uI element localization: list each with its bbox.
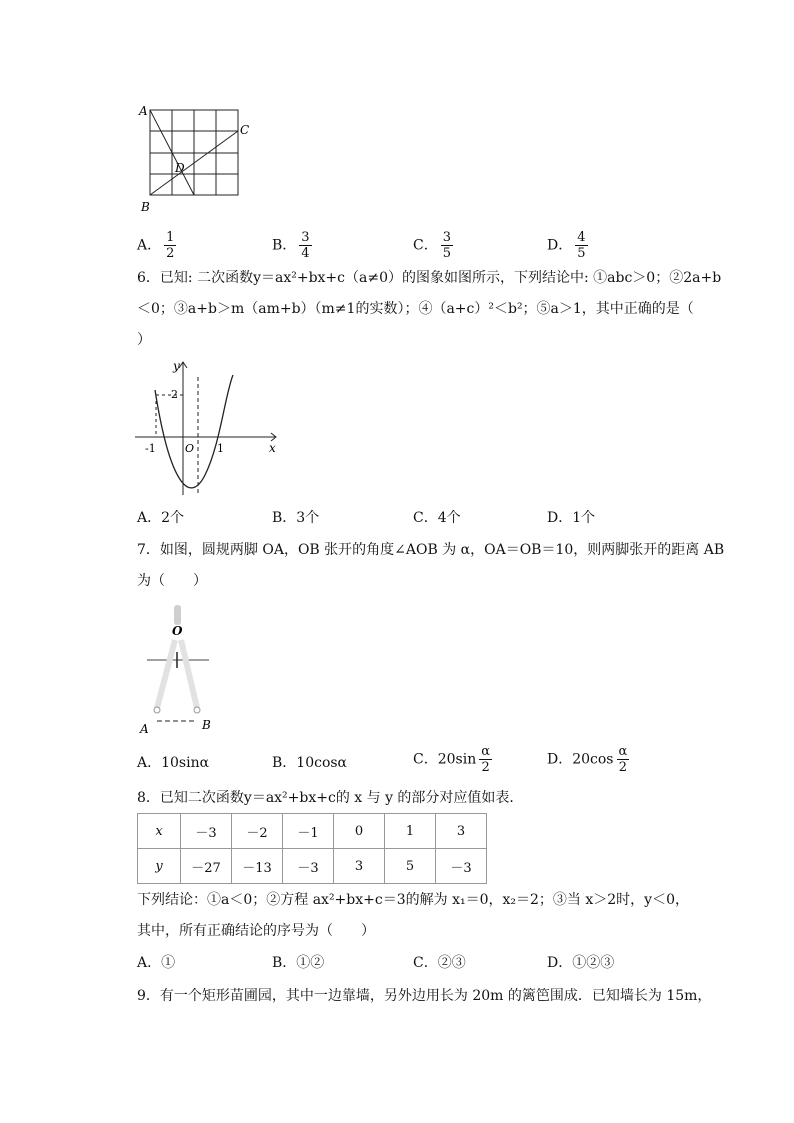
q6-option-c[interactable]: C．4个 <box>413 510 461 526</box>
table-row-x: x －3 －2 －1 0 1 3 <box>138 814 487 849</box>
label-A: A <box>140 722 149 736</box>
x-label: x <box>269 441 276 455</box>
q6-parabola-graph <box>135 355 285 500</box>
q7-option-b[interactable]: B．10cosα <box>272 755 348 771</box>
fraction: $\frac{1}{2}$ <box>166 230 175 261</box>
q6-option-b[interactable]: B．3个 <box>272 510 320 526</box>
tick-1: 1 <box>217 442 224 455</box>
q5-grid-figure <box>135 100 255 215</box>
q8-option-a[interactable]: A．① <box>137 955 176 971</box>
q7-compass-figure <box>135 600 225 740</box>
q7-stem-line2: 为（ ） <box>137 573 207 589</box>
fraction: $\frac{\alpha}{2}$ <box>481 744 490 775</box>
q5-option-a[interactable]: A． $\frac{1}{2}$ <box>137 230 175 261</box>
origin-label: O <box>185 442 195 455</box>
q6-option-d[interactable]: D．1个 <box>547 510 596 526</box>
q7-option-c[interactable]: C．20sin $\frac{\alpha}{2}$ <box>413 744 490 775</box>
leg-OA <box>157 640 175 708</box>
fraction: $\frac{4}{5}$ <box>577 230 586 261</box>
tick-neg1: -1 <box>145 442 156 455</box>
leg-OB <box>181 640 197 708</box>
q8-option-c[interactable]: C．②③ <box>413 955 466 971</box>
tick-2: 2 <box>171 388 178 401</box>
q8-stem-line2: 下列结论：①a＜0；②方程 ax²+bx+c＝3的解为 x₁＝0，x₂＝2；③当 x＞2时，y＜0， <box>137 892 689 908</box>
q8-option-d[interactable]: D．①②③ <box>547 955 615 971</box>
label-O: O <box>172 624 183 638</box>
q6-stem-line1: 6．已知: 二次函数y＝ax²+bx+c（a≠0）的图象如图所示，下列结论中: ①abc＞0；②2a+b <box>137 270 722 286</box>
q8-stem-line3: 其中，所有正确结论的序号为（ ） <box>137 923 375 939</box>
q5-option-c[interactable]: C． $\frac{3}{5}$ <box>413 230 451 261</box>
q8-value-table <box>137 813 487 884</box>
compass-handle <box>174 605 181 625</box>
label-C: C <box>240 123 250 137</box>
q7-option-a[interactable]: A．10sinα <box>137 755 210 771</box>
q7-stem-line1: 7．如图，圆规两脚 OA，OB 张开的角度∠AOB 为 α，OA＝OB＝10，则两脚张开的距离 AB <box>137 542 725 558</box>
label-A: A <box>139 104 148 118</box>
q9-stem-line1: 9．有一个矩形苗圃园，其中一边靠墙，另外边用长为 20m 的篱笆围成．已知墙长为 15m， <box>137 988 712 1004</box>
q6-stem-line2: ＜0；③a+b＞m（am+b）（m≠1的实数）；④（a+c）²＜b²；⑤a＞1，其中正确的是（ <box>137 301 694 317</box>
parabola-curve <box>155 375 233 488</box>
q5-option-d[interactable]: D． $\frac{4}{5}$ <box>547 230 586 261</box>
label-D: D <box>175 161 185 175</box>
fraction: $\frac{\alpha}{2}$ <box>618 744 628 775</box>
q7-option-d[interactable]: D．20cos $\frac{\alpha}{2}$ <box>547 744 628 775</box>
q6-stem-line3: ） <box>137 332 151 348</box>
q8-option-b[interactable]: B．①② <box>272 955 325 971</box>
q5-option-b[interactable]: B． $\frac{3}{4}$ <box>272 230 310 261</box>
label-B: B <box>202 718 211 732</box>
label-B: B <box>141 200 150 214</box>
y-label: y <box>173 359 180 373</box>
q6-option-a[interactable]: A．2个 <box>137 510 185 526</box>
q8-stem-line1: 8．已知二次函数y＝ax²+bx+c的 x 与 y 的部分对应值如表． <box>137 790 524 806</box>
fraction: $\frac{3}{4}$ <box>301 230 310 261</box>
fraction: $\frac{3}{5}$ <box>442 230 451 261</box>
table-row-y: y －27 －13 －3 3 5 －3 <box>138 849 487 884</box>
